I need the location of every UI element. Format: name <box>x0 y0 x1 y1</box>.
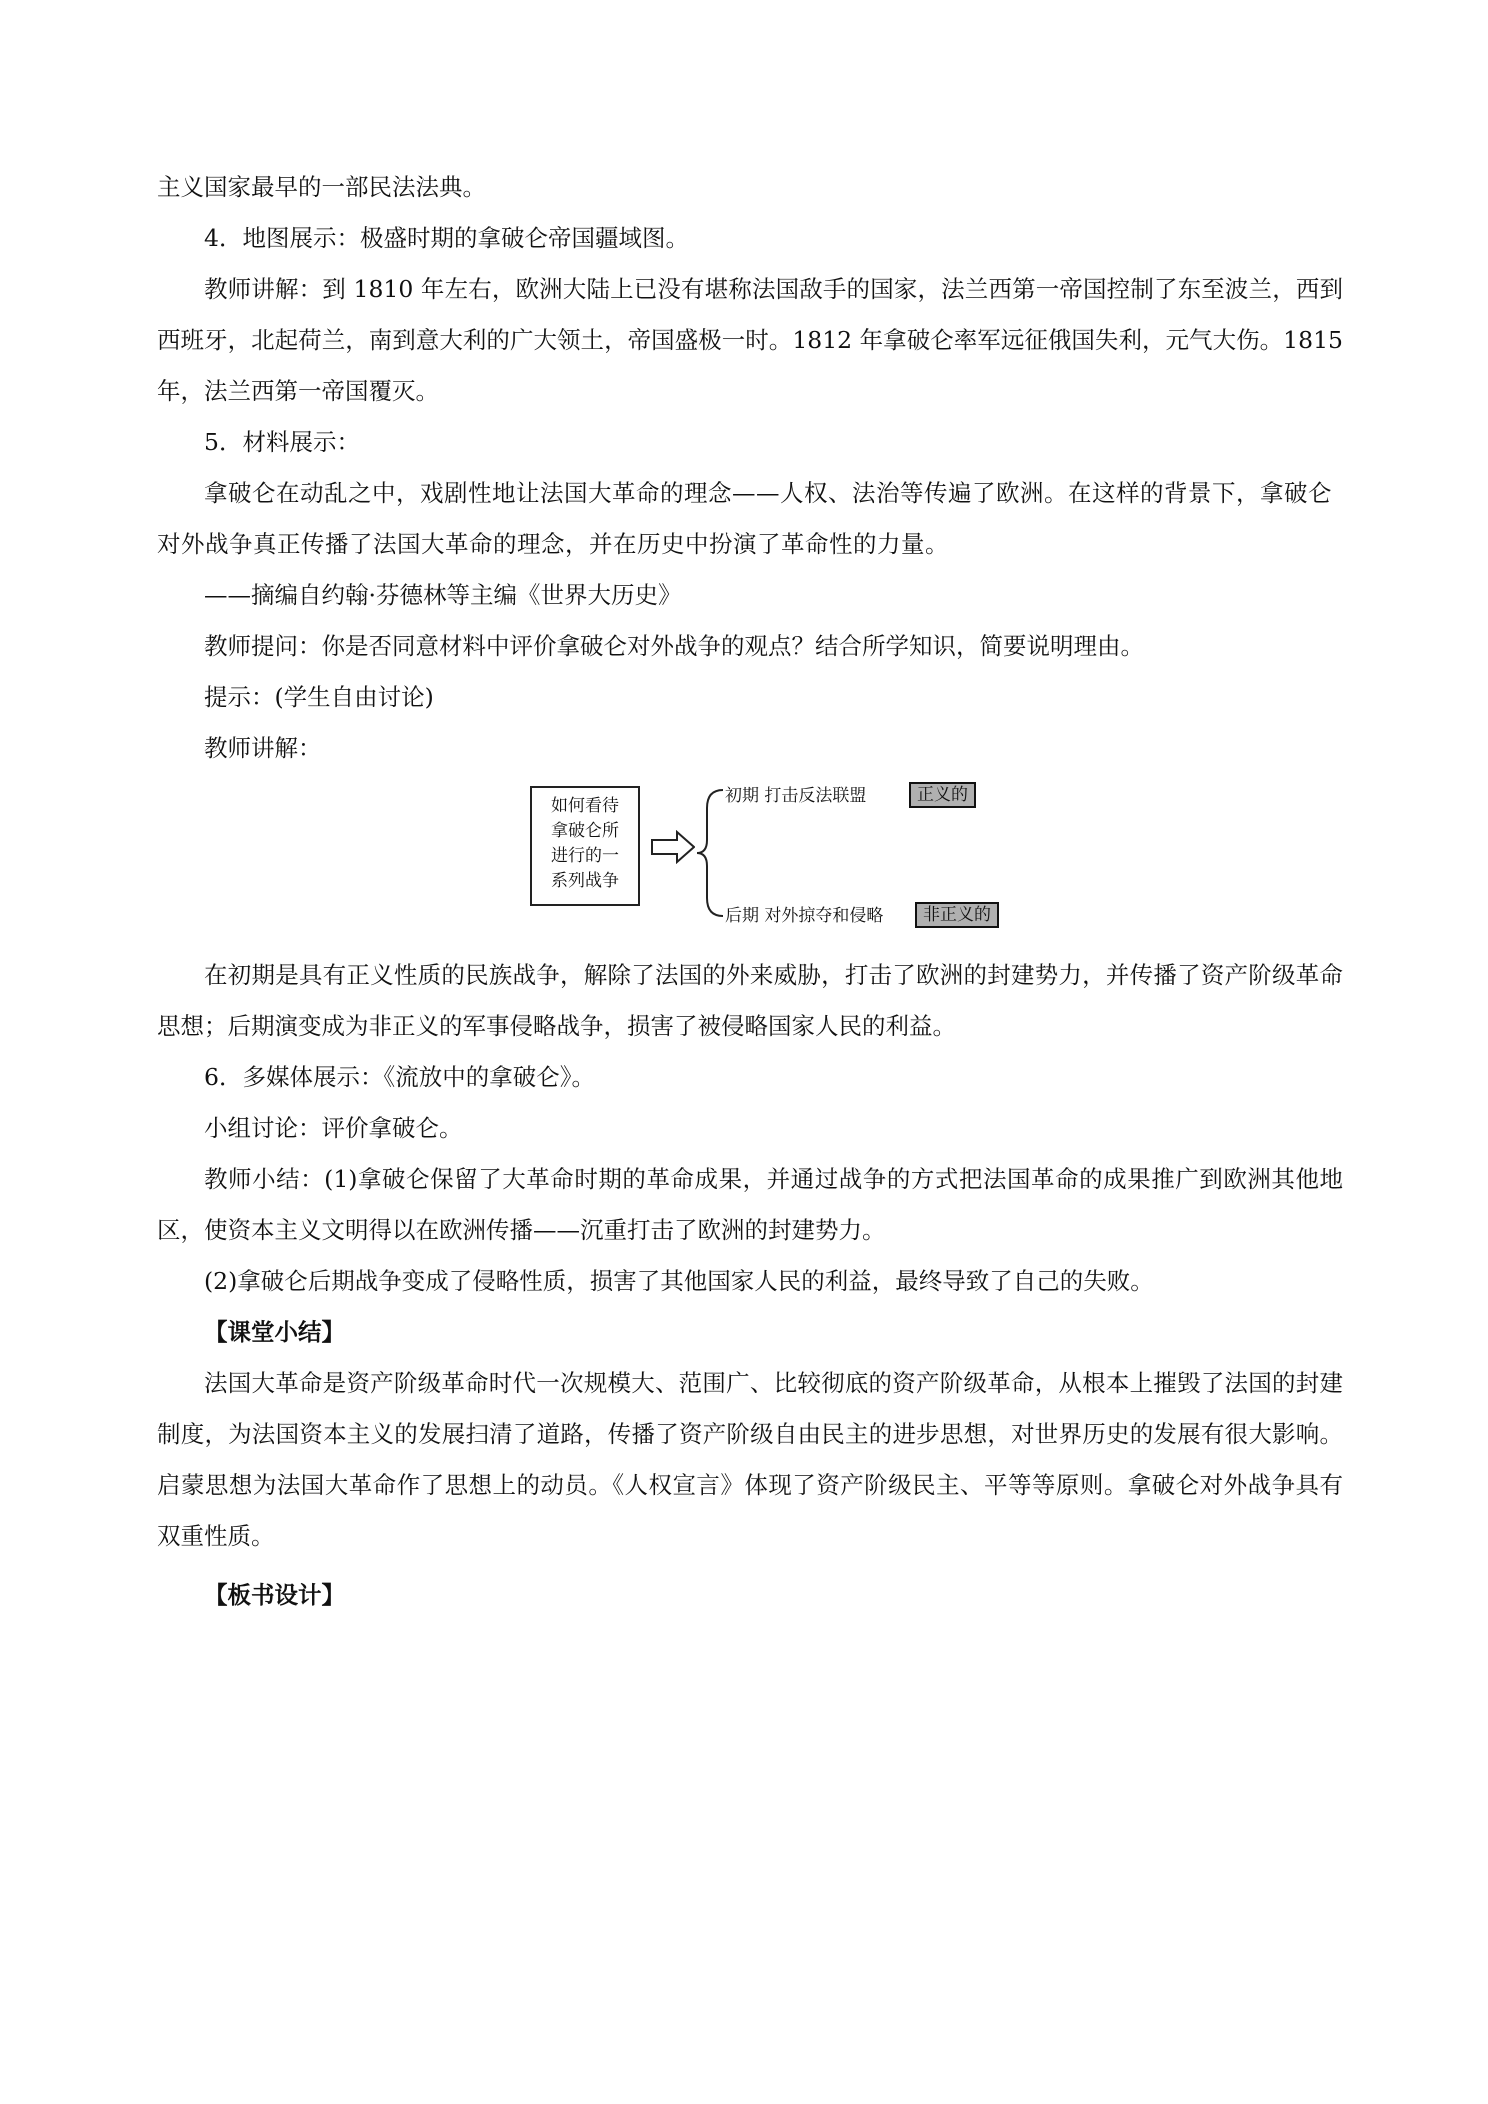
paragraph-teacher-summary-2: (2)拿破仑后期战争变成了侵略性质，损害了其他国家人民的利益，最终导致了自己的失败。 <box>204 1267 1154 1295</box>
section-heading-class-summary: 【课堂小结】 <box>204 1318 345 1346</box>
paragraph-group-discussion: 小组讨论：评价拿破仑。 <box>204 1114 463 1142</box>
paragraph-hint: 提示：(学生自由讨论) <box>204 683 434 711</box>
paragraph-war-nature: 在初期是具有正义性质的民族战争，解除了法国的外来威胁，打击了欧洲的封建势力，并传播了资产阶级革命思想；后期演变成为非正义的军事侵略战争，损害了被侵略国家人民的利益。 <box>157 961 1343 1040</box>
diagram-early-label: 初期 打击反法联盟 <box>725 786 867 806</box>
diagram-question-box <box>530 786 640 906</box>
paragraph-teacher-summary-1: 教师小结：(1)拿破仑保留了大革命时期的革命成果，并通过战争的方式把法国革命的成果推广到欧洲其他地区，使资本主义文明得以在欧洲传播——沉重打击了欧洲的封建势力。 <box>157 1165 1343 1244</box>
diagram-box-line: 进行的一 <box>551 846 619 866</box>
diagram-late-label: 后期 对外掠夺和侵略 <box>725 906 884 926</box>
paragraph-teacher-explanation-1: 教师讲解：到 1810 年左右，欧洲大陆上已没有堪称法国敌手的国家，法兰西第一帝国控制了东至波兰，西到西班牙，北起荷兰，南到意大利的广大领土，帝国盛极一时。1812 年拿破仑率军远征俄国失利，元气大伤。1815 年，法兰西第一帝国覆灭。 <box>157 275 1343 405</box>
diagram-box-line: 拿破仑所 <box>551 821 619 841</box>
paragraph-multimedia-display: 6．多媒体展示：《流放中的拿破仑》。 <box>204 1063 595 1091</box>
diagram-box-line: 如何看待 <box>551 796 619 816</box>
paragraph-teacher-explanation-2: 教师讲解： <box>204 734 322 762</box>
section-heading-board-design: 【板书设计】 <box>204 1581 345 1609</box>
paragraph-material-display: 5．材料展示： <box>204 428 360 456</box>
paragraph-map-display: 4．地图展示：极盛时期的拿破仑帝国疆域图。 <box>204 224 689 252</box>
paragraph-teacher-question: 教师提问：你是否同意材料中评价拿破仑对外战争的观点？结合所学知识，简要说明理由。 <box>204 632 1144 660</box>
paragraph-quote-source: ——摘编自约翰·芬德林等主编《世界大历史》 <box>204 581 682 609</box>
diagram-early-tag: 正义的 <box>909 782 976 808</box>
paragraph-material-quote: 拿破仑在动乱之中，戏剧性地让法国大革命的理念——人权、法治等传遍了欧洲。在这样的背景下，拿破仑对外战争真正传播了法国大革命的理念，并在历史中扮演了革命性的力量。 <box>157 479 1332 558</box>
document-page <box>157 162 1343 1621</box>
curly-brace-icon <box>695 788 725 918</box>
diagram-box-line: 系列战争 <box>551 871 619 891</box>
paragraph-class-summary: 法国大革命是资产阶级革命时代一次规模大、范围广、比较彻底的资产阶级革命，从根本上摧毁了法国的封建制度，为法国资本主义的发展扫清了道路，传播了资产阶级自由民主的进步思想，对世界历史的发展有很大影响。启蒙思想为法国大革命作了思想上的动员。《人权宣言》体现了资产阶级民主、平等等原则。拿破仑对外战争具有双重性质。 <box>157 1369 1343 1550</box>
diagram-late-tag: 非正义的 <box>915 902 999 928</box>
napoleon-wars-diagram <box>157 778 1343 944</box>
paragraph-continuation: 主义国家最早的一部民法法典。 <box>157 173 486 201</box>
hollow-arrow-icon <box>651 830 695 864</box>
